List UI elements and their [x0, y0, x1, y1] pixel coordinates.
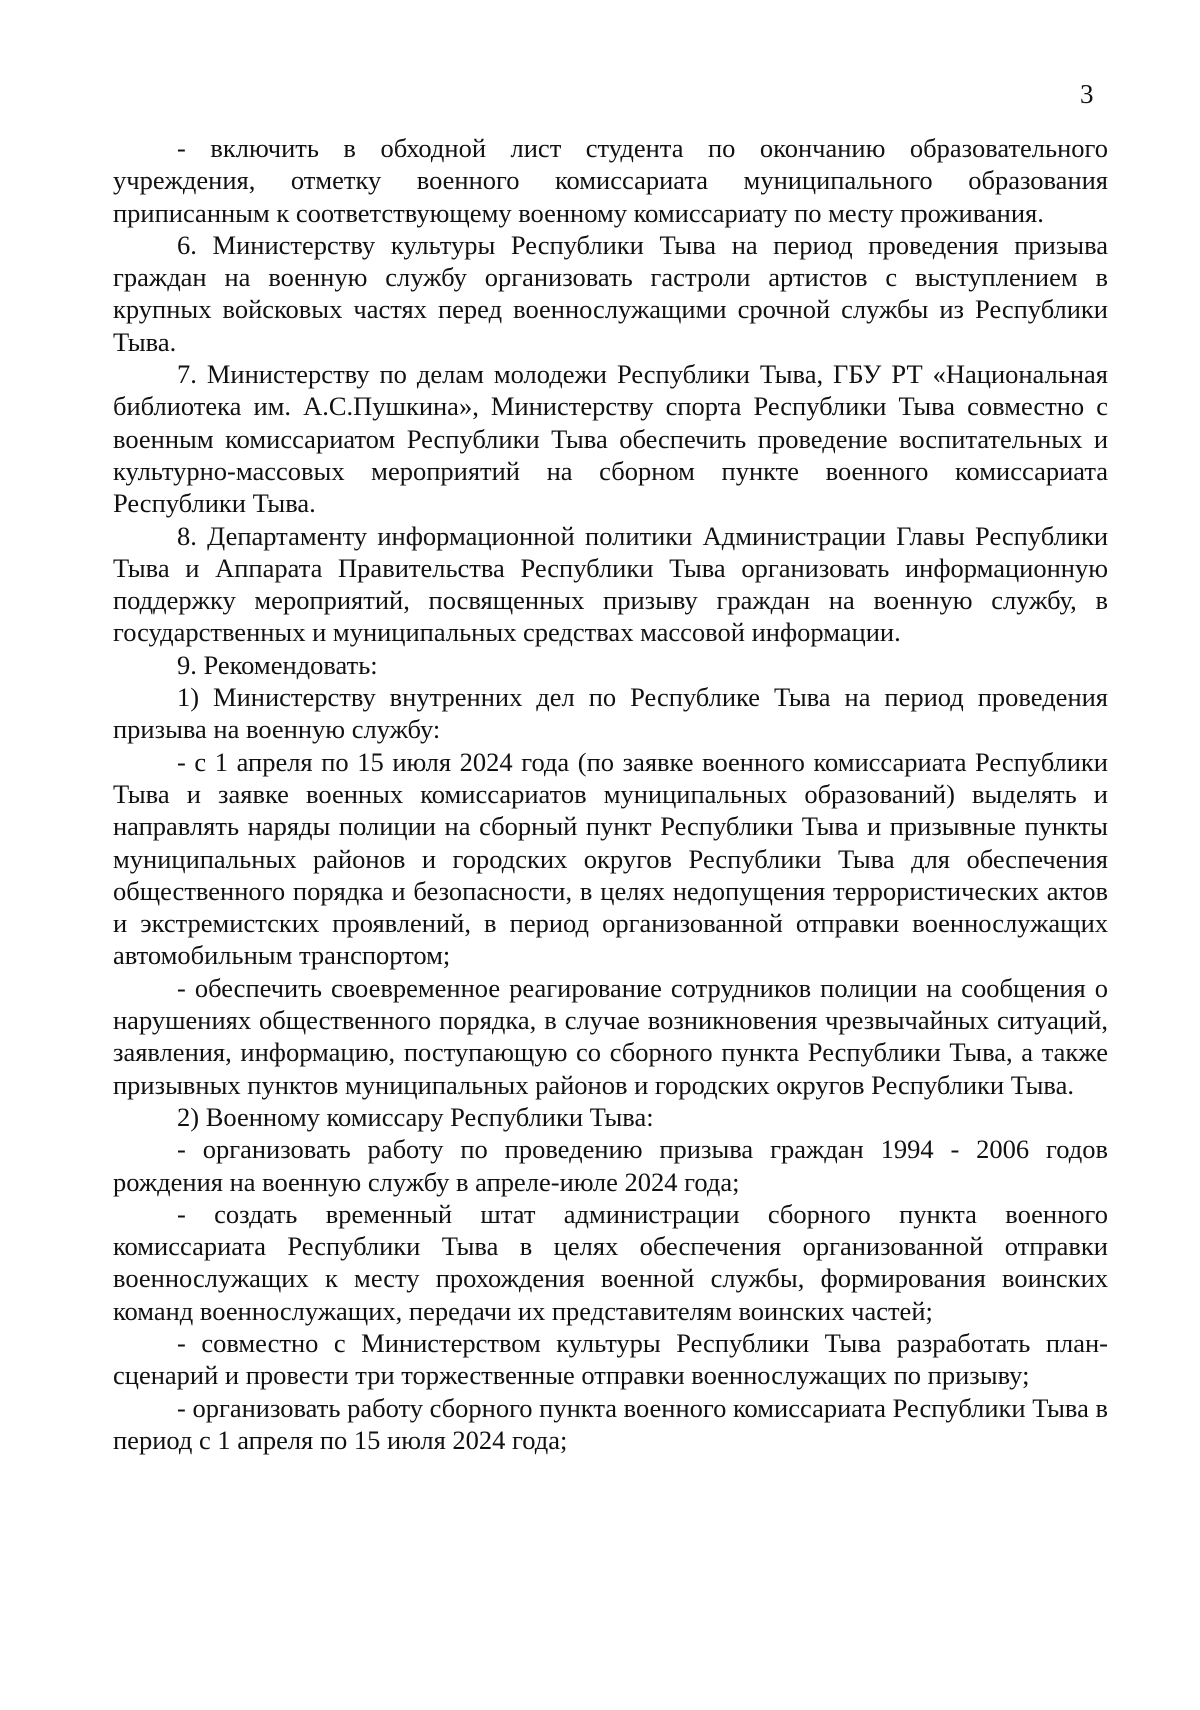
page-number: 3	[1080, 79, 1094, 109]
paragraph-item-7: 7. Министерству по делам молодежи Республики Тыва, ГБУ РТ «Национальная библиотека им. А.С.Пушкина», Министерству спорта Республики Тыва совместно с военным комиссариатом Республики Тыва обеспечить проведение воспитательных и культурно-массовых мероприятий на сборном пункте военного комиссариата Республики Тыва.	[113, 359, 1108, 519]
paragraph-item-8: 8. Департаменту информационной политики Администрации Главы Республики Тыва и Аппарата Правительства Республики Тыва организовать информационную поддержку мероприятий, посвященных призыву граждан на военную службу, в государственных и муниципальных средствах массовой информации.	[113, 520, 1108, 648]
paragraph-item-9-2: 2) Военному комиссару Республики Тыва:	[177, 1101, 654, 1132]
paragraph-conscription-work: - организовать работу по проведению призыва граждан 1994 - 2006 годов рождения на военную службу в апреле-июле 2024 года;	[113, 1134, 1108, 1197]
paragraph-bypass-sheet: - включить в обходной лист студента по окончанию образовательного учреждения, отметку военного комиссариата муниципального образования приписанным к соответствующему военному комиссариату по месту проживания.	[113, 133, 1108, 228]
paragraph-temporary-staff: - создать временный штат администрации сборного пункта военного комиссариата Республики Тыва в целях обеспечения организованной отправки военнослужащих к месту прохождения военной службы, формирования воинских команд военнослужащих, передачи их представителям воинских частей;	[113, 1198, 1108, 1326]
paragraph-police-patrols: - с 1 апреля по 15 июля 2024 года (по заявке военного комиссариата Республики Тыва и заявке военных комиссариатов муниципальных образований) выделять и направлять наряды полиции на сборный пункт Республики Тыва и призывные пункты муниципальных районов и городских округов Республики Тыва для обеспечения общественного порядка и безопасности, в целях недопущения террористических актов и экстремистских проявлений, в период организованной отправки военнослужащих автомобильным транспортом;	[113, 746, 1108, 971]
paragraph-item-9-1: 1) Министерству внутренних дел по Республике Тыва на период проведения призыва на военную службу:	[113, 682, 1108, 745]
document-body	[113, 132, 1108, 1456]
paragraph-item-9: 9. Рекомендовать:	[177, 649, 378, 680]
paragraph-assembly-point: - организовать работу сборного пункта военного комиссариата Республики Тыва в период с 1 апреля по 15 июля 2024 года;	[113, 1392, 1108, 1455]
paragraph-item-6: 6. Министерству культуры Республики Тыва на период проведения призыва граждан на военную службу организовать гастроли артистов с выступлением в крупных войсковых частях перед военнослужащими срочной службы из Республики Тыва.	[113, 229, 1108, 357]
paragraph-ceremonial-send-offs: - совместно с Министерством культуры Республики Тыва разработать план-сценарий и провести три торжественные отправки военнослужащих по призыву;	[113, 1327, 1108, 1391]
paragraph-police-response: - обеспечить своевременное реагирование сотрудников полиции на сообщения о нарушениях общественного порядка, в случае возникновения чрезвычайных ситуаций, заявления, информацию, поступающую со сборного пункта Республики Тыва, а также призывных пунктов муниципальных районов и городских округов Республики Тыва.	[113, 972, 1108, 1100]
